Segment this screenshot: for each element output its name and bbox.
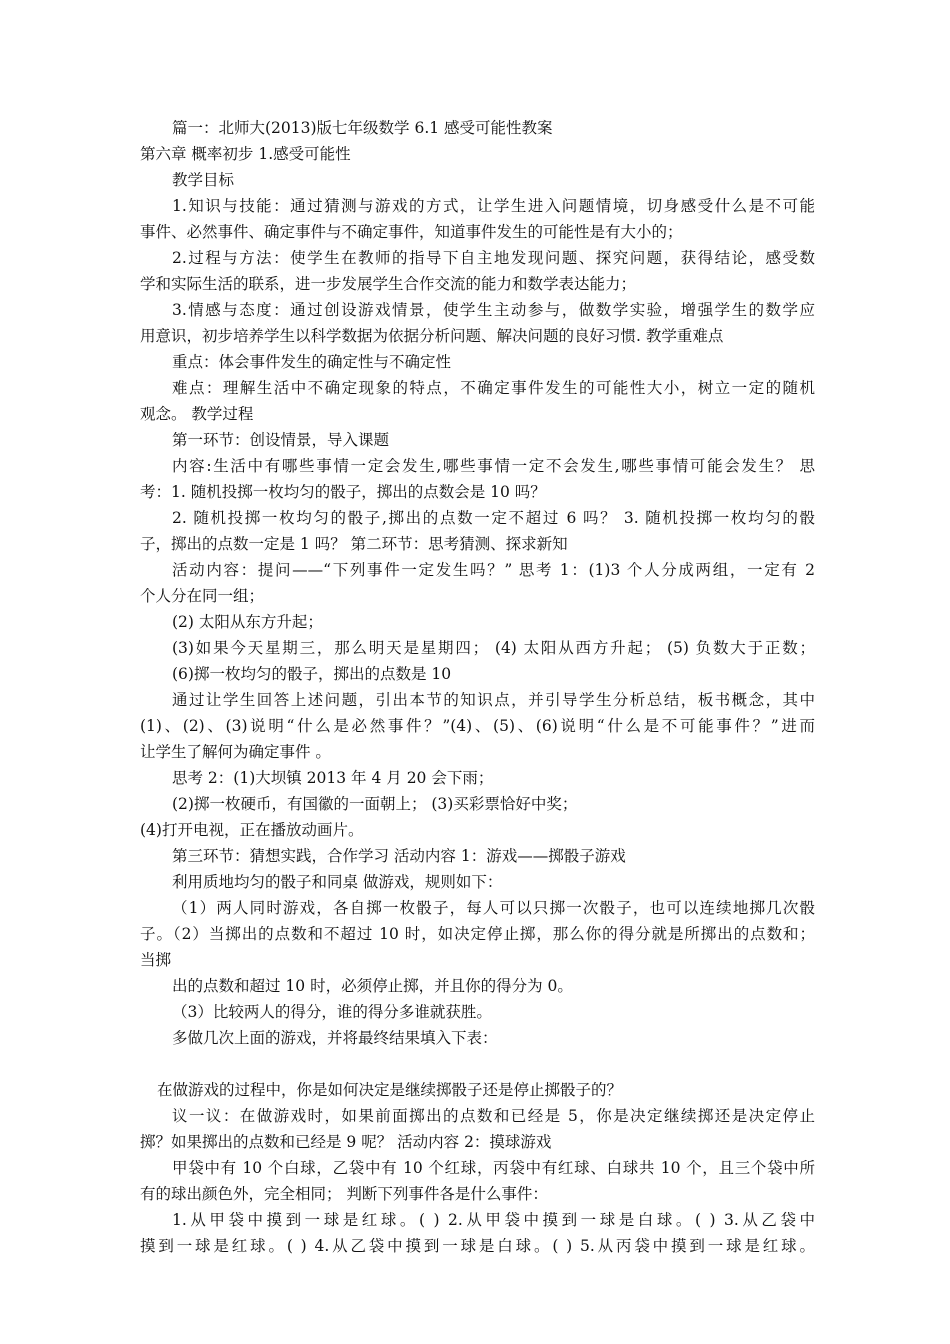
text-line: 事件、必然事件、确定事件与不确定事件，知道事件发生的可能性是有大小的；: [140, 223, 683, 241]
text-line: (1)、(2)、(3)说明“什么是必然事件？”(4)、(5)、(6)说明“什么是不可能事件？”进而: [140, 717, 815, 735]
text-line: 3.情感与态度：通过创设游戏情景，使学生主动参与，做数学实验，增强学生的数学应: [172, 301, 815, 319]
text-line: (4)打开电视，正在播放动画片。: [140, 821, 364, 839]
text-line: 让学生了解何为确定事件 。: [140, 743, 331, 761]
text-line: 个人分在同一组；: [140, 587, 265, 605]
text-line: 在做游戏的过程中，你是如何决定是继续掷骰子还是停止掷骰子的？: [157, 1081, 623, 1099]
text-line: 内容:生活中有哪些事情一定会发生,哪些事情一定不会发生,哪些事情可能会发生？ 思: [172, 457, 815, 475]
text-line: 利用质地均匀的骰子和同桌 做游戏，规则如下：: [172, 873, 503, 891]
text-line: 摸到一球是红球。( ) 4.从乙袋中摸到一球是白球。( ) 5.从丙袋中摸到一球是红球。: [140, 1237, 815, 1255]
text-line: 子。（2）当掷出的点数和不超过 10 时，如决定停止掷，那么你的得分就是所掷出的点数和；: [140, 925, 815, 943]
text-line: 思考 2：(1)大坝镇 2013 年 4 月 20 会下雨；: [172, 769, 494, 787]
text-line: 第三环节：猜想实践，合作学习 活动内容 1：游戏——掷骰子游戏: [172, 847, 626, 865]
text-line: 掷？如果掷出的点数和已经是 9 呢？ 活动内容 2：摸球游戏: [140, 1133, 552, 1151]
text-line: (3)如果今天星期三，那么明天是星期四； (4) 太阳从西方升起； (5) 负数大于正数；: [172, 639, 815, 657]
text-line: (6)掷一枚均匀的骰子，掷出的点数是 10: [172, 665, 452, 683]
text-line: 多做几次上面的游戏，并将最终结果填入下表：: [172, 1029, 498, 1047]
text-line: 学和实际生活的联系，进一步发展学生合作交流的能力和数学表达能力；: [140, 275, 637, 293]
text-line: 议一议：在做游戏时，如果前面掷出的点数和已经是 5，你是决定继续掷还是决定停止: [172, 1107, 815, 1125]
text-line: 当掷: [140, 951, 172, 969]
text-line: 第一环节：创设情景，导入课题: [172, 431, 390, 449]
text-line: 1.知识与技能：通过猜测与游戏的方式，让学生进入问题情境，切身感受什么是不可能: [172, 197, 815, 215]
text-line: （1）两人同时游戏，各自掷一枚骰子，每人可以只掷一次骰子，也可以连续地掷几次骰: [172, 899, 815, 917]
text-line: 有的球出颜色外，完全相同； 判断下列事件各是什么事件：: [140, 1185, 548, 1203]
text-line: 2.过程与方法：使学生在教师的指导下自主地发现问题、探究问题，获得结论，感受数: [172, 249, 815, 267]
text-line: 用意识，初步培养学生以科学数据为依据分析问题、解决问题的良好习惯. 教学重难点: [140, 327, 724, 345]
text-line: 1.从甲袋中摸到一球是红球。( ) 2.从甲袋中摸到一球是白球。( ) 3.从乙袋中: [172, 1211, 815, 1229]
text-line: （3）比较两人的得分，谁的得分多谁就获胜。: [172, 1003, 492, 1021]
doc-title: 篇一：北师大(2013)版七年级数学 6.1 感受可能性教案: [172, 119, 553, 137]
text-line: (2)掷一枚硬币，有国徽的一面朝上； (3)买彩票恰好中奖；: [172, 795, 578, 813]
text-line: 通过让学生回答上述问题，引出本节的知识点，并引导学生分析总结，板书概念，其中: [172, 691, 815, 709]
section-heading: 教学目标: [172, 171, 235, 189]
text-line: 子，掷出的点数一定是 1 吗？ 第二环节：思考猜测、探求新知: [140, 535, 568, 553]
text-line: (2) 太阳从东方升起；: [172, 613, 323, 631]
chapter-heading: 第六章 概率初步 1.感受可能性: [140, 145, 351, 163]
text-line: 难点：理解生活中不确定现象的特点，不确定事件发生的可能性大小，树立一定的随机: [172, 379, 815, 397]
text-line: 观念。 教学过程: [140, 405, 254, 423]
text-line: 2. 随机投掷一枚均匀的骰子,掷出的点数一定不超过 6 吗？ 3. 随机投掷一枚均匀的骰: [172, 509, 815, 527]
text-line: 重点：体会事件发生的确定性与不确定性: [172, 353, 452, 371]
text-line: 考：1. 随机投掷一枚均匀的骰子，掷出的点数会是 10 吗？: [140, 483, 546, 501]
text-line: 活动内容：提问——“下列事件一定发生吗？” 思考 1：(1)3 个人分成两组，一定有 2: [172, 561, 815, 579]
text-line: 出的点数和超过 10 时，必须停止掷，并且你的得分为 0。: [172, 977, 573, 995]
text-line: 甲袋中有 10 个白球，乙袋中有 10 个红球，丙袋中有红球、白球共 10 个，且三个袋中所: [172, 1159, 815, 1177]
